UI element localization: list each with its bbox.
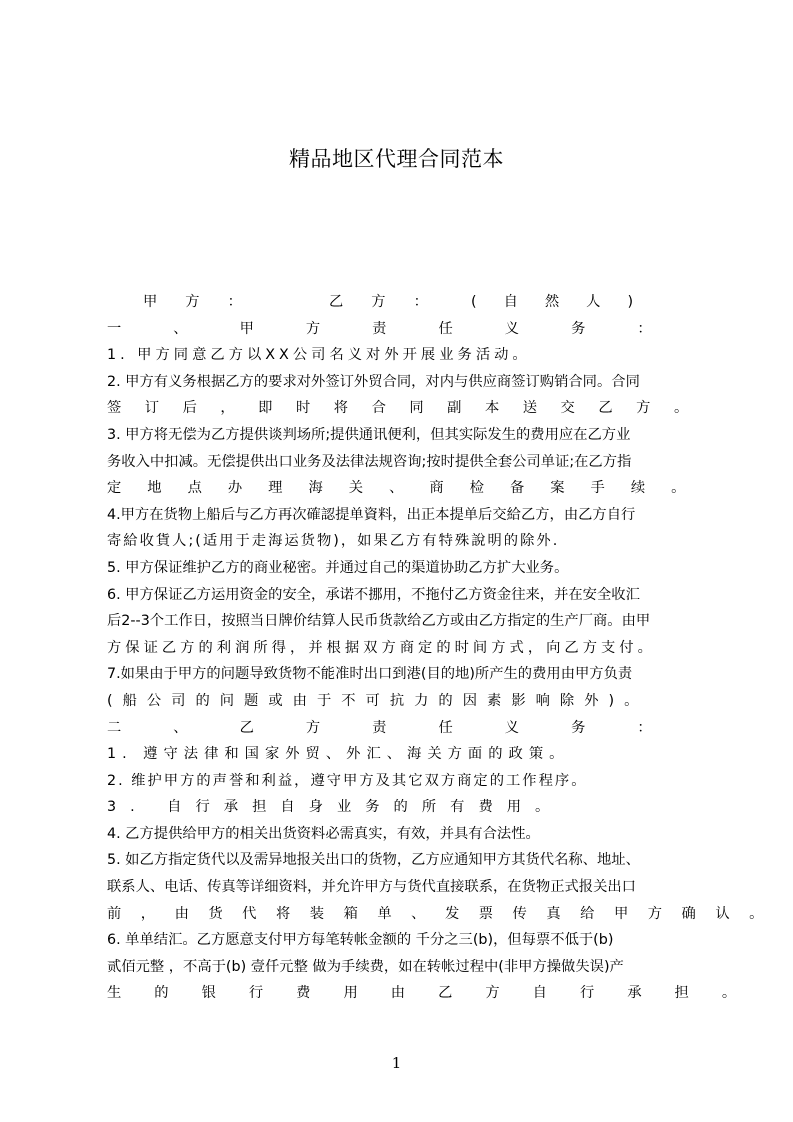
clause-1-7-line-1: 7.如果由于甲方的问题导致货物不能准时出口到港(目的地)所产生的费用由甲方负责 bbox=[107, 666, 633, 683]
clause-2-6-line-2: 贰佰元整 ，不高于(b) 壹仟元整 做为手续费，如在转帐过程中(非甲方操做失误)产 bbox=[107, 958, 624, 975]
clause-1-3-line-1: 3. 甲方将无偿为乙方提供谈判场所;提供通讯便利，但其实际发生的费用应在乙方业 bbox=[107, 426, 631, 443]
clause-2-5-line-1: 5. 如乙方指定货代以及需异地报关出口的货物，乙方应通知甲方其货代名称、地址、 bbox=[107, 852, 640, 869]
document-title: 精品地区代理合同范本 bbox=[289, 147, 504, 171]
clause-2-2: 2. 维护甲方的声誉和利益，遵守甲方及其它双方商定的工作程序。 bbox=[107, 772, 588, 789]
clause-1-4-line-1: 4.甲方在货物上船后与乙方再次確認提单資料，出正本提单后交給乙方，由乙方自行 bbox=[107, 506, 636, 523]
clause-1-5: 5. 甲方保证维护乙方的商业秘密。并通过自己的渠道协助乙方扩大业务。 bbox=[107, 559, 569, 576]
clause-2-6-line-1: 6. 单单结汇。乙方愿意支付甲方每笔转帐金额的 千分之三(b)，但每票不低于(b) bbox=[107, 932, 614, 949]
clause-2-5-line-3: 前，由货代将装箱单、发票传真给甲方确认。 bbox=[107, 905, 783, 922]
clause-2-3: 3. 自行承担自身业务的所有费用。 bbox=[107, 799, 564, 816]
clause-1-6-line-1: 6. 甲方保证乙方运用资金的安全，承诺不挪用，不拖付乙方资金往来，并在安全收汇 bbox=[107, 586, 640, 603]
section-heading-1: 一、甲方责任义务： bbox=[107, 320, 704, 337]
clause-2-1: 1. 遵守法律和国家外贸、外汇、海关方面的政策。 bbox=[107, 746, 570, 763]
clause-1-2-line-2: 签订后，即时将合同副本送交乙方。 bbox=[107, 400, 712, 417]
clause-1-6-line-2: 后2--3个工作日，按照当日牌价结算人民币货款给乙方或由乙方指定的生产厂商。由甲 bbox=[107, 613, 651, 630]
clause-1-7-line-2: (船公司的问题或由于不可抗力的因素影响除外)。 bbox=[107, 692, 649, 709]
section-heading-2: 二、乙方责任义务： bbox=[107, 719, 704, 736]
clause-2-5-line-2: 联系人、电话、传真等详细资料，并允许甲方与货代直接联系，在货物正式报关出口 bbox=[107, 879, 636, 896]
clause-1-2-line-1: 2. 甲方有义务根据乙方的要求对外签订外贸合同，对内与供应商签订购销合同。合同 bbox=[107, 373, 640, 390]
clause-1-1: 1. 甲方同意乙方以XX公司名义对外开展业务活动。 bbox=[107, 347, 531, 364]
clause-2-4: 4. 乙方提供给甲方的相关出货资料必需真实，有效，并具有合法性。 bbox=[107, 825, 540, 842]
clause-1-3-line-3: 定地点办理海关、商检备案手续。 bbox=[107, 480, 712, 497]
document-body bbox=[107, 289, 783, 1007]
clause-1-4-line-2: 寄給收貨人;(适用于走海运货物)，如果乙方有特殊說明的除外. bbox=[107, 533, 560, 550]
party-a-label: 甲方： bbox=[143, 294, 270, 310]
clause-1-3-line-2: 务收入中扣减。无偿提供出口业务及法律法规咨询;按时提供全套公司单证;在乙方指 bbox=[107, 453, 632, 470]
clause-1-6-line-3: 方保证乙方的利润所得，并根据双方商定的时间方式，向乙方支付。 bbox=[107, 639, 656, 656]
parties-line bbox=[107, 289, 697, 316]
party-b-note: (自然人) bbox=[471, 294, 661, 310]
party-b-label: 乙方： bbox=[329, 294, 456, 310]
page-number: 1 bbox=[391, 1054, 402, 1072]
clause-2-6-line-3: 生的银行费用由乙方自行承担。 bbox=[107, 985, 770, 1002]
